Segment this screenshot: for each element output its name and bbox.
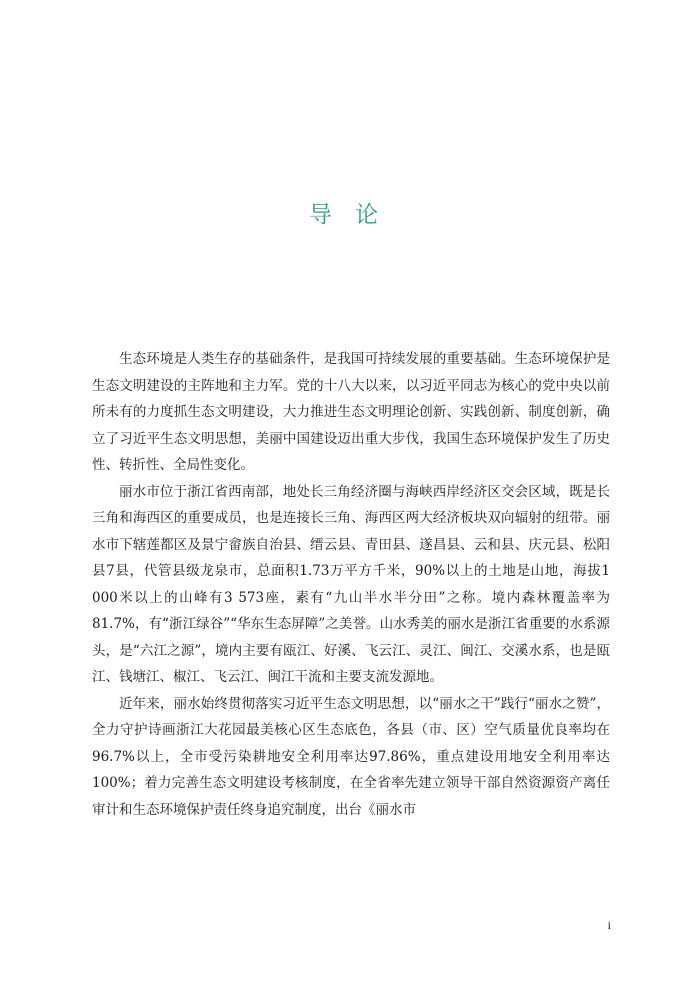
body-text <box>92 346 610 823</box>
paragraph: 生态环境是人类生存的基础条件，是我国可持续发展的重要基础。生态环境保护是生态文明建设的主阵地和主力军。党的十八大以来，以习近平同志为核心的党中央以前所未有的力度抓生态文明建设，大力推进生态文明理论创新、实践创新、制度创新，确立了习近平生态文明思想，美丽中国建设迈出重大步伐，我国生态环境保护发生了历史性、转折性、全局性变化。 <box>92 351 610 473</box>
paragraph: 丽水市位于浙江省西南部，地处长三角经济圈与海峡西岸经济区交会区域，既是长三角和海西区的重要成员，也是连接长三角、海西区两大经济板块双向辐射的纽带。丽水市下辖莲都区及景宁畲族自治县、缙云县、青田县、遂昌县、云和县、庆元县、松阳县7县，代管县级龙泉市，总面积1.73万平方千米，90%以上的土地是山地，海拔1 000米以上的山峰有3 573座，素有“九山半水半分田”之称。境内森林覆盖率为81.7%，有“浙江绿谷”“华东生态屏障”之美誉。山水秀美的丽水是浙江省重要的水系源头，是“六江之源”，境内主要有瓯江、好溪、飞云江、灵江、闽江、交溪水系，也是瓯江、钱塘江、椒江、飞云江、闽江干流和主要支流发源地。 <box>92 483 610 685</box>
page-number: i <box>607 918 611 932</box>
paragraph: 近年来，丽水始终贯彻落实习近平生态文明思想，以“丽水之干”践行“丽水之赞”，全力守护诗画浙江大花园最美核心区生态底色，各县（市、区）空气质量优良率均在96.7%以上，全市受污染耕地安全利用率达97.86%，重点建设用地安全利用率达100%；着力完善生态文明建设考核制度，在全省率先建立领导干部自然资源资产离任审计和生态环境保护责任终身追究制度，出台《丽水市 <box>92 695 610 818</box>
page-title: 导 论 <box>308 202 387 228</box>
